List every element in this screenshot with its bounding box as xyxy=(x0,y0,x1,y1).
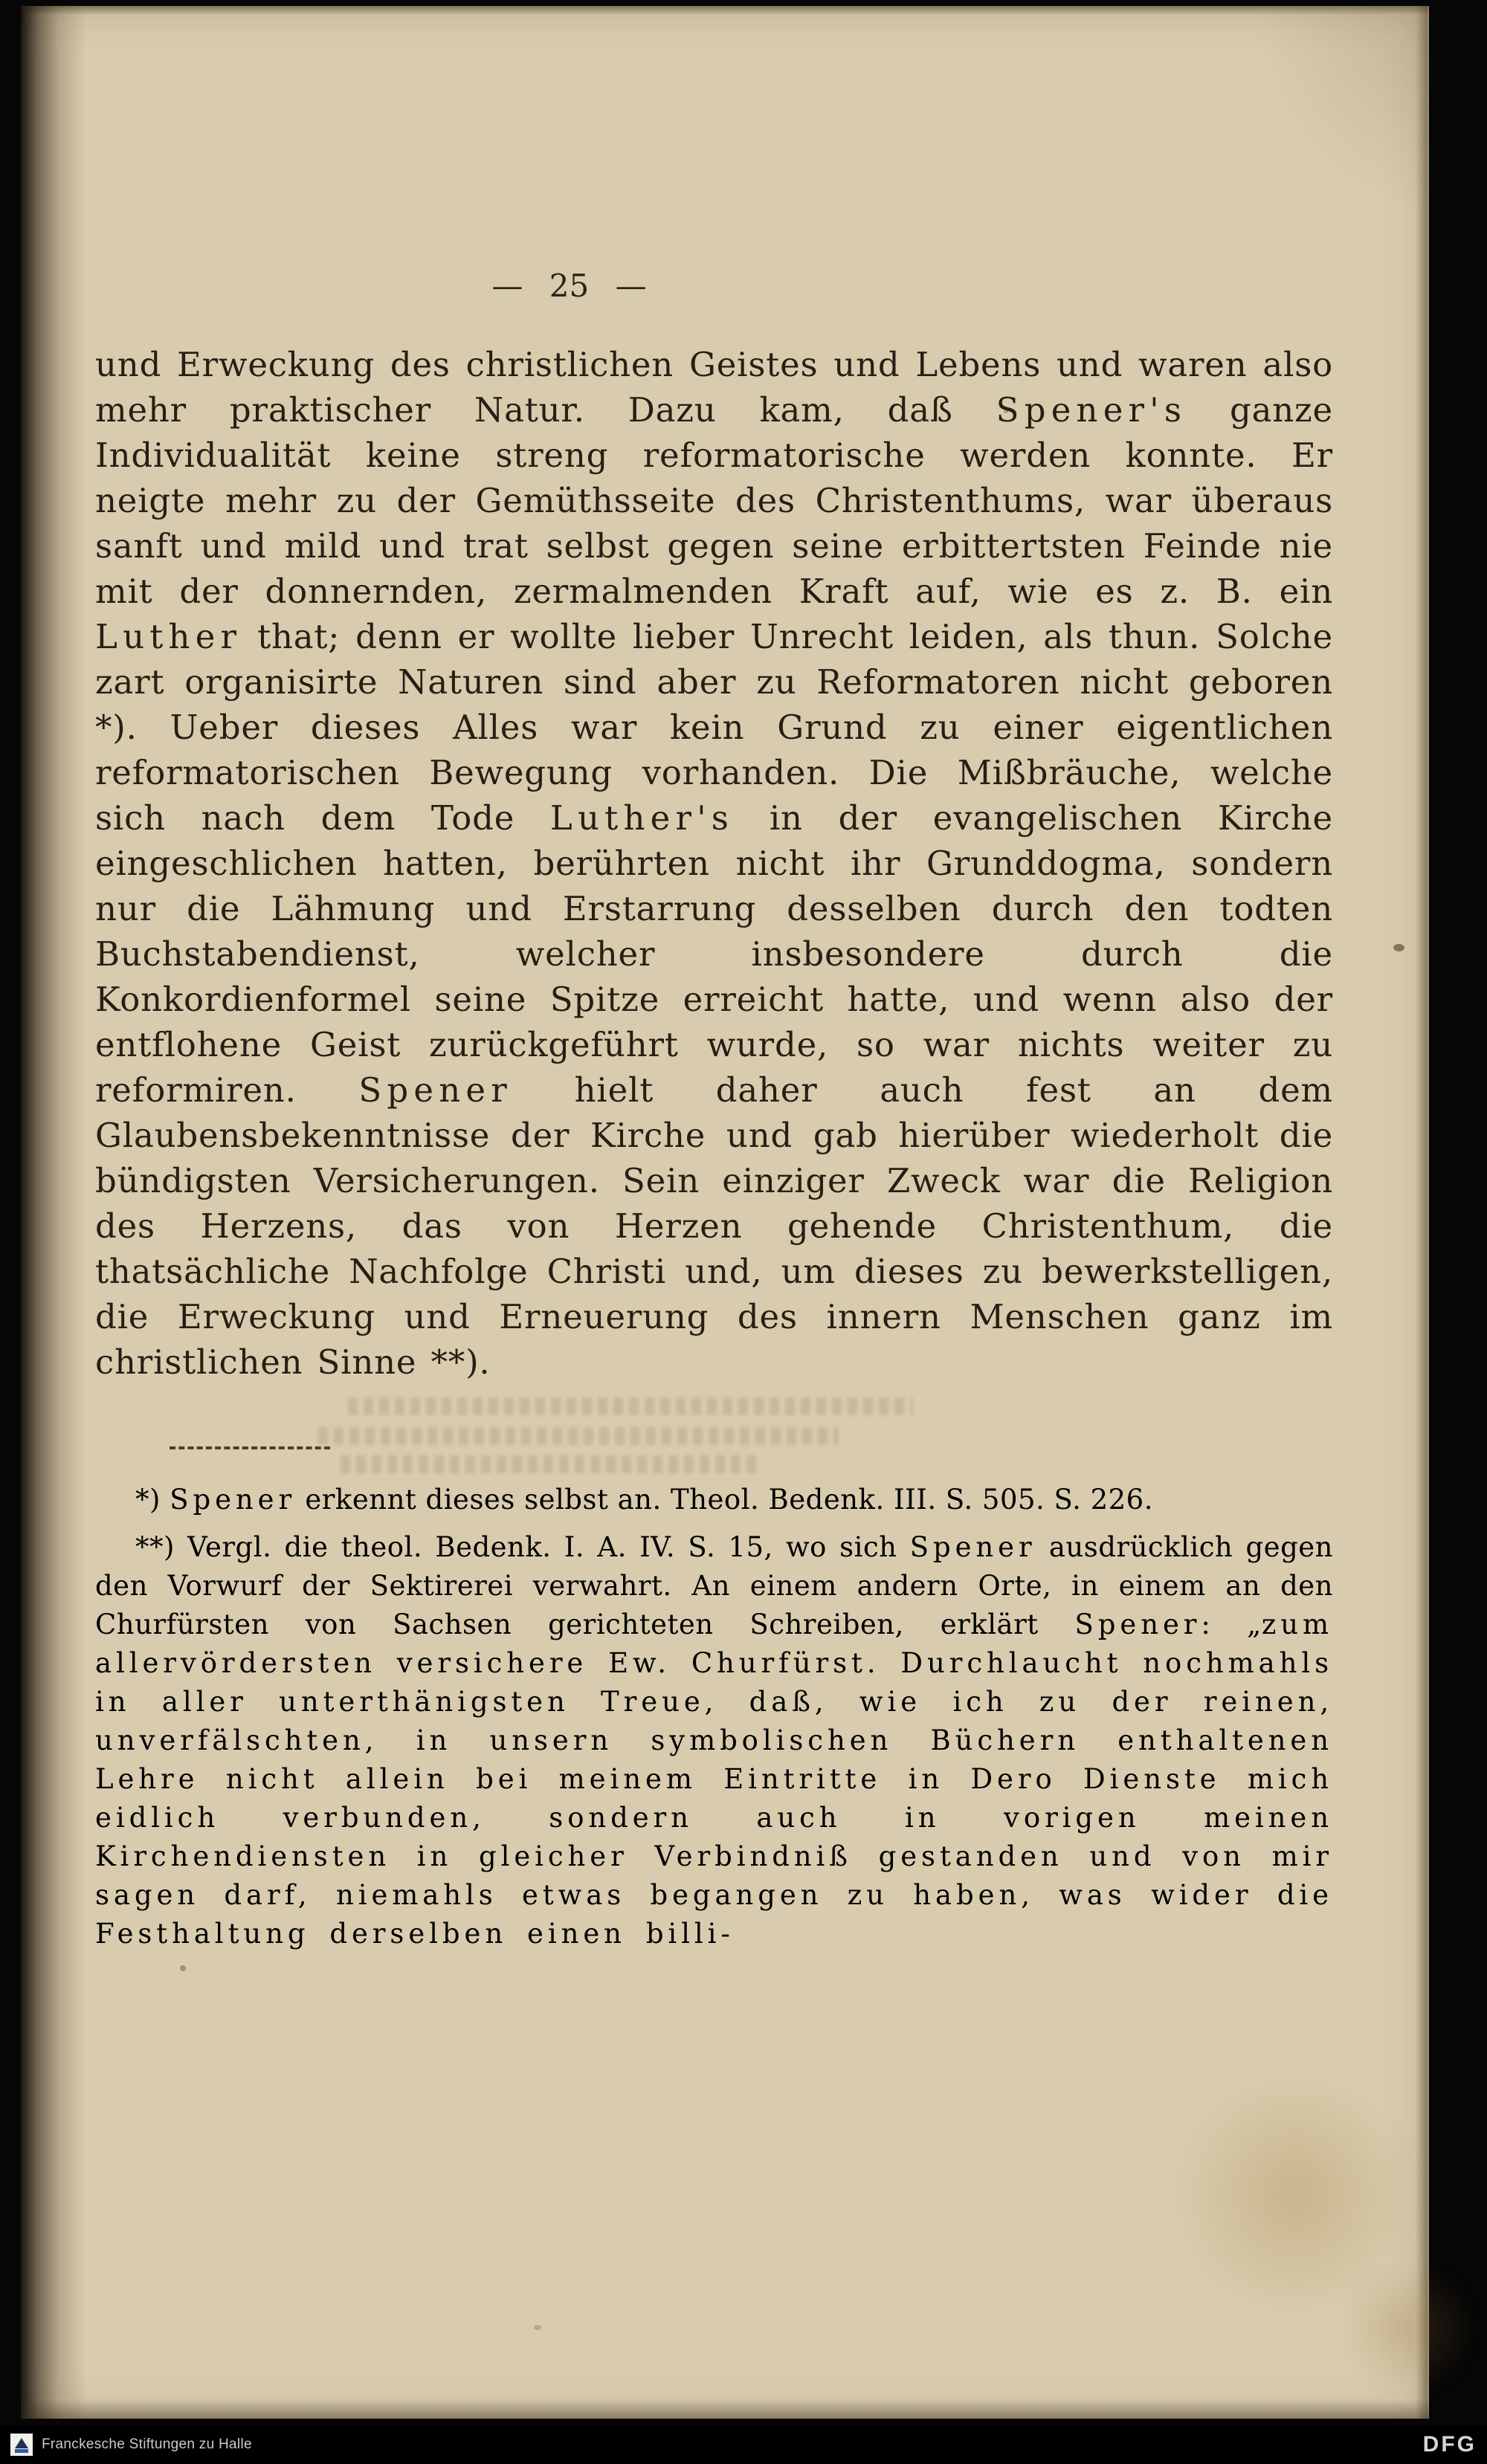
body-paragraph: und Erweckung des christlichen Geistes und Lebens und waren also mehr praktischer Natur. Dazu kam, daß Spener's ganze Individualität keine streng reformatorische werden konnte. Er neigte mehr zu der Gemüthsseite des Christenthums, war überaus sanft und mild und trat selbst gegen seine erbittertsten Feinde nie mit der donnernden, zermalmenden Kraft auf, wie es z. B. ein Luther that; denn er wollte lieber Unrecht leiden, als thun. Solche zart organisirte Naturen sind aber zu Reformatoren nicht geboren *). Ueber dieses Alles war kein Grund zu einer eigentlichen reformatorischen Bewegung vorhanden. Die Mißbräuche, welche sich nach dem Tode Luther's in der evangelischen Kirche eingeschlichen hatten, berührten nicht ihr Grunddogma, sondern nur die Lähmung und Erstarrung desselben durch den todten Buchstabendienst, welcher insbesondere durch die Konkordienformel seine Spitze erreicht hatte, und wenn also der entflohene Geist zurückgeführt wurde, so war nichts weiter zu reformiren. Spener hielt daher auch fest an dem Glaubensbekenntnisse der Kirche und gab hierüber wiederholt die bündigsten Versicherungen. Sein einziger Zweck war die Religion des Herzens, das von Herzen gehende Christenthum, die thatsächliche Nachfolge Christi und, um dieses zu bewerkstelligen, die Erweckung und Erneuerung des innern Menschen ganz im christlichen Sinne **). xyxy=(95,345,1334,1382)
bleedthrough-line xyxy=(348,1397,913,1415)
franckesche-stiftungen-logo-icon xyxy=(10,2434,33,2456)
institution-label: Franckesche Stiftungen zu Halle xyxy=(42,2436,252,2452)
footnote-2: **) Vergl. die theol. Bedenk. I. A. IV. S. 15, wo sich Spener ausdrücklich gegen den Vorwurf der Sektirerei verwahrt. An einem andern Orte, in einem an den Churfürsten von Sachsen gerichteten Schreiben, erklärt Spener: „zum allervördersten versichere Ew. Churfürst. Durchlaucht nochmahls in aller unterthänigsten Treue, daß, wie ich zu der reinen, unverfälschten, in unsern symbolischen Büchern enthaltenen Lehre nicht allein bei meinem Eintritte in Dero Dienste mich eidlich verbunden, sondern auch in vorigen meinen Kirchendiensten in gleicher Verbindniß gestanden und von mir sagen darf, niemahls etwas begangen zu haben, was wider die Festhaltung derselben einen billi- xyxy=(95,1531,1333,1950)
footer-bar xyxy=(0,2425,1487,2464)
footnote-1: *) Spener erkennt dieses selbst an. Theol. Bedenk. III. S. 505. S. 226. xyxy=(135,1484,1153,1516)
book-page xyxy=(21,6,1429,2419)
page-edge-top xyxy=(21,6,1429,15)
page-edge-right xyxy=(1416,6,1429,2419)
page-speck xyxy=(180,1965,186,1971)
corner-shade xyxy=(1251,6,1429,214)
footer-left xyxy=(10,2434,252,2456)
page-speck xyxy=(534,2325,541,2330)
bleedthrough-line xyxy=(341,1455,757,1473)
page-stain xyxy=(1329,2266,1486,2392)
page-speck xyxy=(1393,944,1404,951)
eagle-emblem-icon xyxy=(15,2438,28,2448)
binding-shadow xyxy=(21,6,86,2419)
page-number: — 25 — xyxy=(491,268,647,304)
page-stain xyxy=(1158,2080,1433,2310)
emblem-base xyxy=(15,2449,28,2453)
footnotes-block xyxy=(95,1481,1333,1962)
page-edge-bottom xyxy=(21,2399,1429,2419)
bleedthrough-line xyxy=(318,1427,839,1445)
footnote-separator xyxy=(170,1446,330,1449)
dfg-logo: DFG xyxy=(1422,2432,1477,2457)
